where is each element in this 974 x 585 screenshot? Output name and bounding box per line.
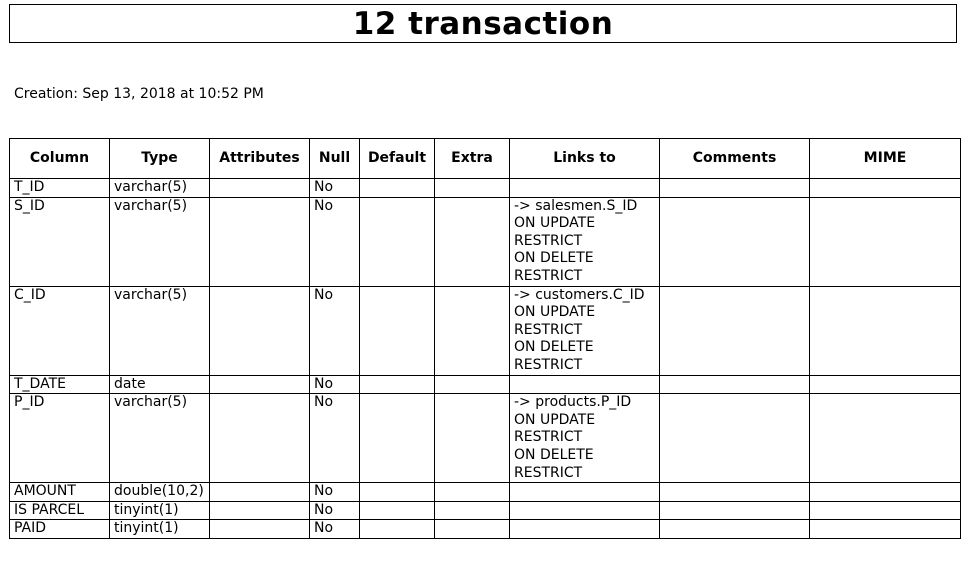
cell-comments (660, 501, 810, 520)
cell-null: No (310, 520, 360, 539)
cell-extra (435, 483, 510, 502)
cell-default (360, 179, 435, 198)
header-extra: Extra (435, 139, 510, 179)
cell-mime (810, 179, 961, 198)
header-attributes: Attributes (210, 139, 310, 179)
table-row (10, 520, 961, 539)
cell-type: tinyint(1) (110, 520, 210, 539)
table-row (10, 483, 961, 502)
cell-attributes (210, 520, 310, 539)
cell-type: varchar(5) (110, 394, 210, 483)
header-column: Column (10, 139, 110, 179)
table-row (10, 286, 961, 375)
header-links-to: Links to (510, 139, 660, 179)
creation-date: Creation: Sep 13, 2018 at 10:52 PM (14, 86, 264, 102)
cell-column: AMOUNT (10, 483, 110, 502)
cell-attributes (210, 197, 310, 286)
cell-comments (660, 483, 810, 502)
table-row (10, 501, 961, 520)
cell-links-to (510, 179, 660, 198)
cell-links-to (510, 483, 660, 502)
cell-mime (810, 501, 961, 520)
cell-default (360, 501, 435, 520)
cell-type: double(10,2) (110, 483, 210, 502)
cell-comments (660, 179, 810, 198)
cell-mime (810, 394, 961, 483)
cell-extra (435, 179, 510, 198)
cell-mime (810, 197, 961, 286)
cell-comments (660, 197, 810, 286)
cell-column: PAID (10, 520, 110, 539)
cell-extra (435, 286, 510, 375)
cell-attributes (210, 375, 310, 394)
cell-extra (435, 394, 510, 483)
cell-mime (810, 375, 961, 394)
cell-extra (435, 375, 510, 394)
cell-default (360, 394, 435, 483)
table-row (10, 375, 961, 394)
cell-extra (435, 197, 510, 286)
cell-links-to: -> products.P_ID ON UPDATE RESTRICT ON DELETE RESTRICT (510, 394, 660, 483)
page-title: 12 transaction (9, 4, 957, 43)
cell-attributes (210, 394, 310, 483)
cell-column: S_ID (10, 197, 110, 286)
header-default: Default (360, 139, 435, 179)
cell-type: date (110, 375, 210, 394)
cell-column: T_DATE (10, 375, 110, 394)
cell-comments (660, 375, 810, 394)
cell-comments (660, 394, 810, 483)
cell-attributes (210, 179, 310, 198)
cell-default (360, 520, 435, 539)
cell-comments (660, 520, 810, 539)
cell-attributes (210, 286, 310, 375)
cell-type: tinyint(1) (110, 501, 210, 520)
cell-default (360, 483, 435, 502)
cell-attributes (210, 483, 310, 502)
header-type: Type (110, 139, 210, 179)
cell-attributes (210, 501, 310, 520)
cell-links-to: -> salesmen.S_ID ON UPDATE RESTRICT ON DELETE RESTRICT (510, 197, 660, 286)
cell-null: No (310, 375, 360, 394)
table-row (10, 179, 961, 198)
cell-type: varchar(5) (110, 197, 210, 286)
structure-table (9, 138, 961, 539)
cell-column: C_ID (10, 286, 110, 375)
cell-null: No (310, 179, 360, 198)
header-null: Null (310, 139, 360, 179)
cell-type: varchar(5) (110, 286, 210, 375)
table-row (10, 394, 961, 483)
cell-null: No (310, 501, 360, 520)
header-row (10, 139, 961, 179)
cell-null: No (310, 197, 360, 286)
cell-column: IS PARCEL (10, 501, 110, 520)
table-row (10, 197, 961, 286)
cell-column: T_ID (10, 179, 110, 198)
cell-mime (810, 520, 961, 539)
cell-column: P_ID (10, 394, 110, 483)
cell-type: varchar(5) (110, 179, 210, 198)
cell-links-to (510, 501, 660, 520)
header-mime: MIME (810, 139, 961, 179)
cell-extra (435, 520, 510, 539)
cell-mime (810, 286, 961, 375)
cell-null: No (310, 483, 360, 502)
cell-default (360, 286, 435, 375)
cell-default (360, 197, 435, 286)
cell-links-to (510, 375, 660, 394)
cell-comments (660, 286, 810, 375)
cell-null: No (310, 286, 360, 375)
cell-extra (435, 501, 510, 520)
cell-null: No (310, 394, 360, 483)
cell-links-to (510, 520, 660, 539)
cell-default (360, 375, 435, 394)
header-comments: Comments (660, 139, 810, 179)
cell-links-to: -> customers.C_ID ON UPDATE RESTRICT ON DELETE RESTRICT (510, 286, 660, 375)
cell-mime (810, 483, 961, 502)
